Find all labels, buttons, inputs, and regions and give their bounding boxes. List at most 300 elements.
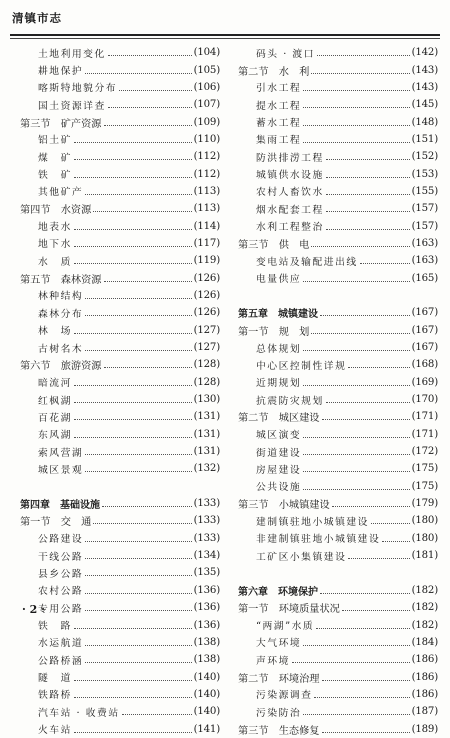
toc-entry-page: (113) [193, 185, 220, 197]
dot-leader [320, 315, 410, 316]
toc-entry-title: 大气环境 [256, 638, 302, 650]
toc-entry-page: (140) [193, 671, 220, 683]
toc-entry-title: 铁路桥 [38, 690, 72, 702]
toc-entry-title: 引水工程 [256, 83, 302, 95]
dot-leader [108, 55, 192, 56]
dot-leader [311, 73, 409, 74]
dot-leader [74, 159, 192, 160]
toc-entry-page: (136) [193, 619, 220, 631]
toc-entry-page: (138) [193, 636, 220, 648]
dot-leader [74, 333, 192, 334]
toc-item-row [238, 96, 438, 113]
toc-entry-title: 电量供应 [256, 274, 302, 286]
dot-leader [74, 177, 192, 178]
toc-entry-page: (182) [411, 619, 438, 631]
toc-item-row [238, 443, 438, 460]
toc-item-row [20, 374, 220, 391]
toc-item-row [20, 547, 220, 564]
toc-entry-page: (112) [193, 168, 220, 180]
toc-entry-page: (128) [193, 376, 220, 388]
toc-entry-page: (155) [411, 185, 438, 197]
toc-entry-title: 水 质 [38, 256, 72, 268]
toc-entry-title: 变电站及输配进出线 [256, 256, 358, 268]
dot-leader [85, 298, 191, 299]
toc-entry-page: (167) [411, 307, 438, 319]
dot-leader [74, 263, 192, 264]
toc-entry-title: 农村人畜饮水 [256, 187, 324, 199]
toc-item-row [20, 426, 220, 443]
toc-entry-title: 百花湖 [38, 412, 72, 424]
toc-entry-title: 耕地保护 [38, 66, 84, 78]
dot-leader [74, 419, 192, 420]
toc-entry-page: (109) [193, 116, 220, 128]
toc-item-row [238, 269, 438, 286]
header-rule-thick [10, 34, 440, 36]
toc-entry-page: (186) [411, 654, 438, 666]
toc-item-row [20, 183, 220, 200]
dot-leader [108, 107, 192, 108]
dot-leader [74, 246, 192, 247]
toc-entry-title: 水运航道 [38, 638, 84, 650]
toc-entry-title: 隧 道 [38, 673, 72, 685]
dot-leader [332, 506, 410, 507]
dot-leader [316, 628, 409, 629]
toc-entry-page: (151) [411, 133, 438, 145]
toc-item-row [238, 616, 438, 633]
toc-entry-title: 干线公路 [38, 551, 84, 563]
toc-entry-title: 水利工程整治 [256, 222, 324, 234]
toc-entry-title: 城镇供水设施 [256, 170, 324, 182]
toc-entry-page: (127) [193, 324, 220, 336]
toc-entry-page: (114) [193, 220, 220, 232]
toc-entry-title: 城区景观 [38, 464, 84, 476]
toc-entry-page: (171) [411, 428, 438, 440]
toc-section-row [20, 113, 220, 130]
toc-entry-title: 地下水 [38, 239, 72, 251]
toc-entry-page: (172) [411, 446, 438, 458]
toc-spacer [238, 287, 438, 304]
toc-entry-title: 农村公路 [38, 586, 84, 598]
dot-leader [122, 714, 192, 715]
toc-entry-page: (143) [411, 81, 438, 93]
toc-entry-title: 土地利用变化 [38, 48, 106, 60]
toc-entry-page: (105) [193, 64, 220, 76]
dot-leader [303, 471, 409, 472]
toc-item-row [238, 148, 438, 165]
toc-section-row [238, 720, 438, 737]
toc-entry-title: 防洪排涝工程 [256, 152, 324, 164]
toc-entry-title: 烟水配套工程 [256, 204, 324, 216]
toc-entry-title: 公路桥涵 [38, 655, 84, 667]
toc-entry-title: 提水工程 [256, 100, 302, 112]
dot-leader [85, 593, 191, 594]
dot-leader [326, 402, 410, 403]
toc-entry-title: 煤 矿 [38, 152, 72, 164]
toc-item-row [20, 131, 220, 148]
toc-entry-page: (157) [411, 203, 438, 215]
dot-leader [326, 194, 410, 195]
toc-entry-title: 中心区控制性详规 [256, 360, 347, 372]
toc-item-row [238, 339, 438, 356]
toc-item-row [238, 200, 438, 217]
toc-entry-page: (140) [193, 706, 220, 718]
dot-leader [326, 229, 410, 230]
toc-item-row [20, 616, 220, 633]
toc-item-row [20, 44, 220, 61]
toc-entry-title: 铝土矿 [38, 135, 72, 147]
toc-entry-page: (143) [411, 64, 438, 76]
toc-chapter-row [238, 304, 438, 321]
toc-section-row [238, 408, 438, 425]
toc-entry-title: 公路建设 [38, 534, 84, 546]
dot-leader [292, 662, 410, 663]
toc-entry-title: “两湖”水质 [256, 621, 315, 633]
dot-leader [74, 680, 192, 681]
toc-entry-page: (134) [193, 550, 220, 562]
toc-entry-title: 第一节 环境质量状况 [238, 604, 340, 616]
toc-item-row [20, 720, 220, 737]
dot-leader [74, 142, 192, 143]
toc-entry-page: (163) [411, 255, 438, 267]
toc-item-row [238, 634, 438, 651]
toc-item-row [238, 530, 438, 547]
toc-entry-page: (182) [411, 602, 438, 614]
toc-section-row [20, 200, 220, 217]
toc-entry-title: 集雨工程 [256, 135, 302, 147]
toc-entry-title: 第二节 水 利 [238, 66, 310, 78]
toc-entry-title: 污染防治 [256, 707, 302, 719]
toc-entry-page: (133) [193, 532, 220, 544]
toc-item-row [20, 339, 220, 356]
toc-item-row [20, 391, 220, 408]
toc-entry-title: 喀斯特地貌分布 [38, 83, 118, 95]
toc-item-row [238, 44, 438, 61]
dot-leader [74, 437, 192, 438]
toc-item-row [20, 61, 220, 78]
toc-item-row [238, 686, 438, 703]
toc-entry-page: (180) [411, 515, 438, 527]
toc-entry-title: 第三节 矿产资源 [20, 118, 102, 130]
dot-leader [303, 714, 409, 715]
toc-entry-page: (179) [411, 498, 438, 510]
toc-entry-page: (167) [411, 324, 438, 336]
toc-entry-title: 声环境 [256, 655, 290, 667]
toc-entry-page: (127) [193, 342, 220, 354]
dot-leader [85, 73, 191, 74]
toc-entry-title: 专用公路 [38, 603, 84, 615]
dot-leader [85, 194, 191, 195]
toc-item-row [238, 113, 438, 130]
toc-entry-title: 码头 · 渡口 [256, 48, 316, 60]
toc-item-row [20, 530, 220, 547]
toc-item-row [20, 634, 220, 651]
toc-entry-page: (169) [411, 376, 438, 388]
toc-item-row [238, 460, 438, 477]
toc-entry-title: 铁 路 [38, 621, 72, 633]
toc-entry-page: (140) [193, 688, 220, 700]
toc-item-row [20, 165, 220, 182]
dot-leader [85, 541, 191, 542]
dot-leader [303, 385, 409, 386]
toc-entry-title: 红枫湖 [38, 395, 72, 407]
toc-section-row [20, 356, 220, 373]
toc-entry-page: (119) [193, 255, 220, 267]
dot-leader [85, 471, 191, 472]
toc-entry-page: (106) [193, 81, 220, 93]
toc-entry-title: 非建制镇驻地小城镇建设 [256, 534, 381, 546]
toc-entry-title: 蓄水工程 [256, 118, 302, 130]
toc-entry-page: (128) [193, 359, 220, 371]
dot-leader [348, 367, 409, 368]
toc-item-row [20, 443, 220, 460]
toc-chapter-row [20, 495, 220, 512]
toc-item-row [20, 582, 220, 599]
toc-item-row [20, 460, 220, 477]
dot-leader [382, 541, 409, 542]
toc-entry-page: (132) [193, 463, 220, 475]
dot-leader [104, 367, 192, 368]
dot-leader [104, 125, 192, 126]
dot-leader [322, 680, 410, 681]
toc-entry-page: (181) [411, 550, 438, 562]
dot-leader [303, 437, 409, 438]
dot-leader [85, 645, 191, 646]
toc-section-row [238, 599, 438, 616]
toc-entry-title: 索风营湖 [38, 447, 84, 459]
toc-entry-page: (133) [193, 498, 220, 510]
toc-entry-page: (126) [193, 289, 220, 301]
dot-leader [303, 454, 409, 455]
dot-leader [74, 732, 192, 733]
toc-entry-title: 古树名木 [38, 343, 84, 355]
dot-leader [303, 489, 409, 490]
toc-item-row [238, 356, 438, 373]
dot-leader [93, 211, 191, 212]
toc-entry-page: (141) [193, 723, 220, 735]
dot-leader [85, 454, 191, 455]
dot-leader [303, 125, 409, 126]
dot-leader [311, 246, 409, 247]
toc-entry-title: 县乡公路 [38, 568, 84, 580]
toc-entry-page: (131) [193, 446, 220, 458]
dot-leader [74, 229, 192, 230]
dot-leader [85, 558, 191, 559]
toc-entry-title: 总体规划 [256, 343, 302, 355]
toc-entry-title: 公共设施 [256, 482, 302, 494]
toc-item-row [238, 374, 438, 391]
toc-section-row [238, 322, 438, 339]
dot-leader [348, 558, 409, 559]
toc-item-row [20, 564, 220, 581]
toc-item-row [238, 426, 438, 443]
toc-section-row [238, 668, 438, 685]
toc-entry-page: (145) [411, 99, 438, 111]
dot-leader [85, 575, 191, 576]
toc-entry-page: (117) [193, 237, 220, 249]
toc-entry-page: (142) [411, 47, 438, 59]
toc-entry-title: 林种结构 [38, 291, 84, 303]
toc-entry-title: 工矿区小集镇建设 [256, 551, 347, 563]
toc-entry-title: 第四章 基础设施 [20, 500, 100, 512]
toc-spacer [238, 564, 438, 581]
toc-item-row [20, 668, 220, 685]
toc-item-row [238, 391, 438, 408]
toc-entry-page: (112) [193, 151, 220, 163]
toc-entry-page: (168) [411, 359, 438, 371]
toc-entry-title: 第六章 环境保护 [238, 586, 318, 598]
toc-entry-page: (107) [193, 99, 220, 111]
toc-entry-title: 火车站 [38, 725, 72, 737]
toc-item-row [20, 703, 220, 720]
dot-leader [303, 281, 409, 282]
toc-entry-page: (175) [411, 480, 438, 492]
toc-item-row [20, 322, 220, 339]
toc-item-row [238, 217, 438, 234]
toc-entry-page: (184) [411, 636, 438, 648]
toc-entry-page: (171) [411, 411, 438, 423]
toc-entry-title: 汽车站 · 收费站 [38, 707, 120, 719]
dot-leader [303, 90, 409, 91]
toc-entry-title: 第一节 规 划 [238, 326, 310, 338]
toc-item-row [20, 599, 220, 616]
toc-entry-page: (136) [193, 584, 220, 596]
toc-entry-title: 铁 矿 [38, 170, 72, 182]
toc-entry-page: (133) [193, 515, 220, 527]
dot-leader [342, 610, 410, 611]
toc-entry-title: 近期规划 [256, 378, 302, 390]
toc-entry-title: 第二节 城区建设 [238, 413, 320, 425]
toc-entry-page: (148) [411, 116, 438, 128]
toc-item-row [20, 252, 220, 269]
dot-leader [303, 107, 409, 108]
toc-entry-page: (131) [193, 411, 220, 423]
toc-entry-page: (126) [193, 307, 220, 319]
dot-leader [104, 281, 192, 282]
dot-leader [326, 211, 410, 212]
dot-leader [74, 402, 192, 403]
toc-entry-page: (175) [411, 463, 438, 475]
running-header: 清镇市志 [12, 11, 62, 25]
dot-leader [303, 350, 409, 351]
toc-entry-title: 城区演变 [256, 430, 302, 442]
header-rule-thin [10, 38, 440, 39]
toc-spacer [20, 478, 220, 495]
toc-entry-title: 第一节 交 通 [20, 517, 92, 529]
dot-leader [311, 333, 409, 334]
toc-entry-page: (182) [411, 584, 438, 596]
toc-section-row [238, 235, 438, 252]
toc-item-row [20, 304, 220, 321]
toc-entry-title: 第三节 供 电 [238, 239, 310, 251]
toc-entry-title: 建制镇驻地小城镇建设 [256, 516, 369, 528]
toc-item-row [238, 79, 438, 96]
toc-section-row [20, 269, 220, 286]
toc-item-row [238, 703, 438, 720]
toc-entry-title: 第二节 环境治理 [238, 673, 320, 685]
dot-leader [93, 523, 191, 524]
toc-entry-title: 其他矿产 [38, 187, 84, 199]
toc-item-row [20, 96, 220, 113]
toc-entry-title: 国土资源详查 [38, 100, 106, 112]
toc-entry-page: (130) [193, 394, 220, 406]
toc-entry-title: 污染源调查 [256, 690, 313, 702]
dot-leader [322, 732, 410, 733]
toc-item-row [20, 148, 220, 165]
toc-entry-title: 第五节 森林资源 [20, 274, 102, 286]
toc-entry-title: 房屋建设 [256, 464, 302, 476]
dot-leader [85, 315, 191, 316]
toc-entry-title: 森林分布 [38, 308, 84, 320]
toc-item-row [238, 165, 438, 182]
toc-entry-title: 第六节 旅游资源 [20, 361, 102, 373]
toc-item-row [238, 252, 438, 269]
dot-leader [74, 628, 192, 629]
toc-item-row [238, 131, 438, 148]
toc-item-row [20, 217, 220, 234]
toc-entry-page: (187) [411, 706, 438, 718]
toc-section-row [238, 495, 438, 512]
dot-leader [74, 697, 192, 698]
toc-entry-title: 林 场 [38, 326, 72, 338]
dot-leader [314, 697, 409, 698]
toc-entry-title: 街道建设 [256, 447, 302, 459]
toc-entry-page: (153) [411, 168, 438, 180]
toc-entry-title: 第四节 水资源 [20, 205, 92, 217]
toc-entry-page: (138) [193, 654, 220, 666]
toc-item-row [20, 408, 220, 425]
toc-item-row [20, 235, 220, 252]
toc-chapter-row [238, 582, 438, 599]
dot-leader [303, 142, 409, 143]
toc-item-row [20, 651, 220, 668]
dot-leader [85, 610, 191, 611]
toc-section-row [20, 512, 220, 529]
toc-entry-title: 抗震防灾规划 [256, 395, 324, 407]
dot-leader [119, 90, 192, 91]
toc-entry-page: (110) [193, 133, 220, 145]
dot-leader [322, 419, 410, 420]
toc-entry-page: (136) [193, 602, 220, 614]
toc-entry-title: 第三节 生态修复 [238, 725, 320, 737]
toc-entry-title: 第三节 小城镇建设 [238, 500, 330, 512]
toc-item-row [238, 512, 438, 529]
toc-entry-title: 第五章 城镇建设 [238, 309, 318, 321]
dot-leader [85, 662, 191, 663]
toc-entry-page: (104) [193, 47, 220, 59]
toc-item-row [238, 478, 438, 495]
toc-entry-page: (186) [411, 671, 438, 683]
toc-item-row [238, 547, 438, 564]
toc-entry-page: (167) [411, 342, 438, 354]
toc-item-row [20, 287, 220, 304]
toc-entry-page: (186) [411, 688, 438, 700]
toc-item-row [20, 686, 220, 703]
dot-leader [303, 645, 409, 646]
dot-leader [320, 593, 410, 594]
toc-item-row [238, 651, 438, 668]
dot-leader [74, 385, 192, 386]
dot-leader [85, 350, 191, 351]
toc-entry-page: (189) [411, 723, 438, 735]
toc-entry-title: 暗流河 [38, 378, 72, 390]
toc-entry-page: (165) [411, 272, 438, 284]
toc-section-row [238, 61, 438, 78]
toc-entry-page: (126) [193, 272, 220, 284]
dot-leader [371, 523, 410, 524]
toc-entry-page: (152) [411, 151, 438, 163]
dot-leader [326, 177, 410, 178]
toc-entry-page: (170) [411, 394, 438, 406]
